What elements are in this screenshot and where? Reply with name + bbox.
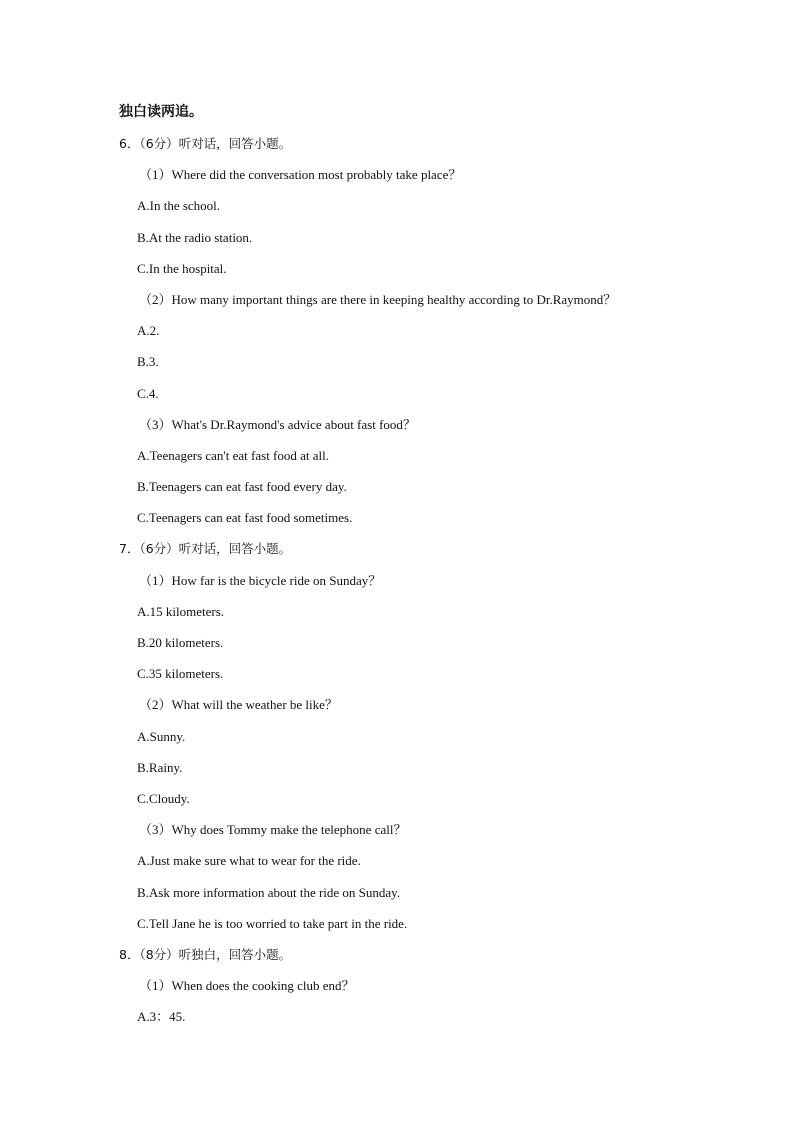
question-7-3-prompt: （3）Why does Tommy make the telephone call？	[139, 822, 407, 838]
question-6-3-option-b: B.Teenagers can eat fast food every day.	[137, 479, 347, 495]
question-6-2-option-c: C.4.	[137, 385, 159, 401]
question-7-1-option-c: C.35 kilometers.	[137, 666, 224, 682]
question-7-1-prompt: （1）How far is the bicycle ride on Sunday？	[139, 572, 382, 588]
question-6-1-option-b: B.At the radio station.	[137, 229, 253, 245]
question-6-2-option-a: A.2.	[137, 323, 160, 339]
question-6-2-prompt: （2）How many important things are there in keeping healthy according to Dr.Raymond？	[139, 291, 617, 307]
question-7-3-option-b: B.Ask more information about the ride on Sunday.	[137, 884, 401, 900]
question-6-3-option-a: A.Teenagers can't eat fast food at all.	[137, 447, 330, 463]
question-6-3-option-c: C.Teenagers can eat fast food sometimes.	[137, 510, 353, 526]
question-7-3-option-c: C.Tell Jane he is too worried to take part in the ride.	[137, 915, 408, 931]
question-6-2-option-b: B.3.	[137, 354, 159, 370]
question-7-1-option-a: A.15 kilometers.	[137, 603, 225, 619]
question-7-2-option-c: C.Cloudy.	[137, 790, 190, 806]
question-6-1-prompt: （1）Where did the conversation most probably take place？	[139, 167, 462, 183]
question-7-1-option-b: B.20 kilometers.	[137, 635, 224, 650]
question-list	[0, 134, 794, 1038]
question-7-2-prompt: （2）What will the weather be like？	[139, 697, 338, 713]
question-7-header: 7．（6分）听对话，回答小题。	[119, 541, 292, 557]
question-8-1-prompt: （1）When does the cooking club end？	[139, 978, 355, 994]
question-6-3-prompt: （3）What's Dr.Raymond's advice about fast food？	[139, 416, 416, 432]
question-7-2-option-a: A.Sunny.	[137, 728, 186, 744]
question-6-1-option-c: C.In the hospital.	[137, 260, 227, 276]
section-title: 独白读两追。	[119, 104, 203, 120]
question-8-1-option-a: A.3：45.	[137, 1009, 186, 1025]
question-7-2-option-b: B.Rainy.	[137, 759, 183, 775]
question-8-header: 8．（8分）听独白，回答小题。	[119, 946, 292, 962]
question-6-1-option-a: A.In the school.	[137, 198, 221, 214]
question-6-header: 6．（6分）听对话，回答小题。	[119, 136, 292, 151]
question-7-3-option-a: A.Just make sure what to wear for the ride.	[137, 853, 361, 869]
